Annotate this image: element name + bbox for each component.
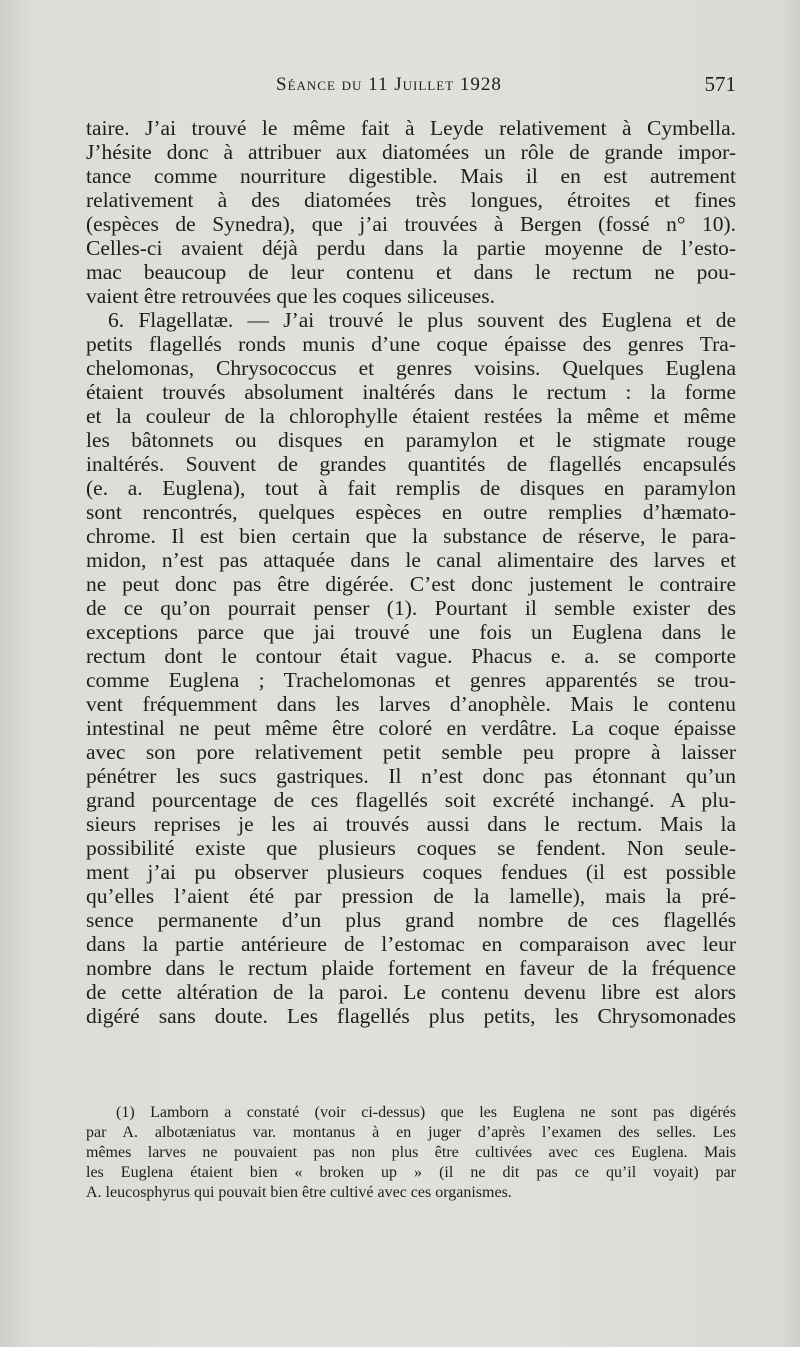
footnote-line: les Euglena étaient bien « broken up » (il ne dit pas ce qu’il voyait) par bbox=[86, 1164, 736, 1181]
text-line: qu’elles l’aient été par pression de la lamelle), mais la pré- bbox=[86, 884, 736, 908]
page-header bbox=[86, 66, 736, 100]
text-line: 6. Flagellatæ. — J’ai trouvé le plus souvent des Euglena et de bbox=[108, 308, 736, 332]
text-line: mac beaucoup de leur contenu et dans le rectum ne pou- bbox=[86, 260, 736, 284]
text-line: taire. J’ai trouvé le même fait à Leyde relativement à Cymbella. bbox=[86, 116, 736, 140]
text-line: grand pourcentage de ces flagellés soit excrété inchangé. A plu- bbox=[86, 788, 736, 812]
text-line: les bâtonnets ou disques en paramylon et le stigmate rouge bbox=[86, 428, 736, 452]
page-number: 571 bbox=[704, 72, 736, 96]
text-line: et la couleur de la chlorophylle étaient restées la même et même bbox=[86, 404, 736, 428]
footnote-line: mêmes larves ne pouvaient pas non plus être cultivées avec ces Euglena. Mais bbox=[86, 1144, 736, 1161]
text-line: tance comme nourriture digestible. Mais il en est autrement bbox=[86, 164, 736, 188]
text-line: (e. a. Euglena), tout à fait remplis de disques en paramylon bbox=[86, 476, 736, 500]
text-line: possibilité existe que plusieurs coques se fendent. Non seule- bbox=[86, 836, 736, 860]
text-line: chrome. Il est bien certain que la substance de réserve, le para- bbox=[86, 524, 736, 548]
text-line: (espèces de Synedra), que j’ai trouvées à Bergen (fossé n° 10). bbox=[86, 212, 736, 236]
footnote-line: (1) Lamborn a constaté (voir ci-dessus) que les Euglena ne sont pas digérés bbox=[116, 1104, 736, 1121]
text-line: sieurs reprises je les ai trouvés aussi dans le rectum. Mais la bbox=[86, 812, 736, 836]
text-line: relativement à des diatomées très longues, étroites et fines bbox=[86, 188, 736, 212]
text-line: J’hésite donc à attribuer aux diatomées un rôle de grande impor- bbox=[86, 140, 736, 164]
text-line: midon, n’est pas attaquée dans le canal alimentaire des larves et bbox=[86, 548, 736, 572]
text-line: vent fréquemment dans les larves d’anophèle. Mais le contenu bbox=[86, 692, 736, 716]
footnote-line: par A. albotæniatus var. montanus à en juger d’après l’examen des selles. Les bbox=[86, 1124, 736, 1141]
footnote bbox=[86, 1103, 736, 1203]
text-line: vaient être retrouvées que les coques siliceuses. bbox=[86, 284, 495, 308]
text-line: rectum dont le contour était vague. Phacus e. a. se comporte bbox=[86, 644, 736, 668]
text-line: comme Euglena ; Trachelomonas et genres apparentés se trou- bbox=[86, 668, 736, 692]
text-line: nombre dans le rectum plaide fortement en faveur de la fréquence bbox=[86, 956, 736, 980]
text-line: petits flagellés ronds munis d’une coque épaisse des genres Tra- bbox=[86, 332, 736, 356]
text-line: ne peut donc pas être digérée. C’est donc justement le contraire bbox=[86, 572, 736, 596]
running-title: Séance du 11 Juillet 1928 bbox=[276, 74, 502, 95]
text-line: de cette altération de la paroi. Le contenu devenu libre est alors bbox=[86, 980, 736, 1004]
text-line: intestinal ne peut même être coloré en verdâtre. La coque épaisse bbox=[86, 716, 736, 740]
text-line: dans la partie antérieure de l’estomac en comparaison avec leur bbox=[86, 932, 736, 956]
text-line: de ce qu’on pourrait penser (1). Pourtant il semble exister des bbox=[86, 596, 736, 620]
text-line: sont rencontrés, quelques espèces en outre remplies d’hæmato- bbox=[86, 500, 736, 524]
text-line: ment j’ai pu observer plusieurs coques fendues (il est possible bbox=[86, 860, 736, 884]
text-line: sence permanente d’un plus grand nombre de ces flagellés bbox=[86, 908, 736, 932]
footnote-line: A. leucosphyrus qui pouvait bien être cultivé avec ces organismes. bbox=[86, 1184, 512, 1201]
text-line: pénétrer les sucs gastriques. Il n’est donc pas étonnant qu’un bbox=[86, 764, 736, 788]
text-line: inaltérés. Souvent de grandes quantités de flagellés encapsulés bbox=[86, 452, 736, 476]
text-line: digéré sans doute. Les flagellés plus petits, les Chrysomonades bbox=[86, 1004, 736, 1028]
text-line: étaient trouvés absolument inaltérés dans le rectum : la forme bbox=[86, 380, 736, 404]
text-line: Celles-ci avaient déjà perdu dans la partie moyenne de l’esto- bbox=[86, 236, 736, 260]
text-line: chelomonas, Chrysococcus et genres voisins. Quelques Euglena bbox=[86, 356, 736, 380]
body-text bbox=[86, 116, 736, 1028]
text-line: avec son pore relativement petit semble peu propre à laisser bbox=[86, 740, 736, 764]
text-line: exceptions parce que jai trouvé une fois un Euglena dans le bbox=[86, 620, 736, 644]
